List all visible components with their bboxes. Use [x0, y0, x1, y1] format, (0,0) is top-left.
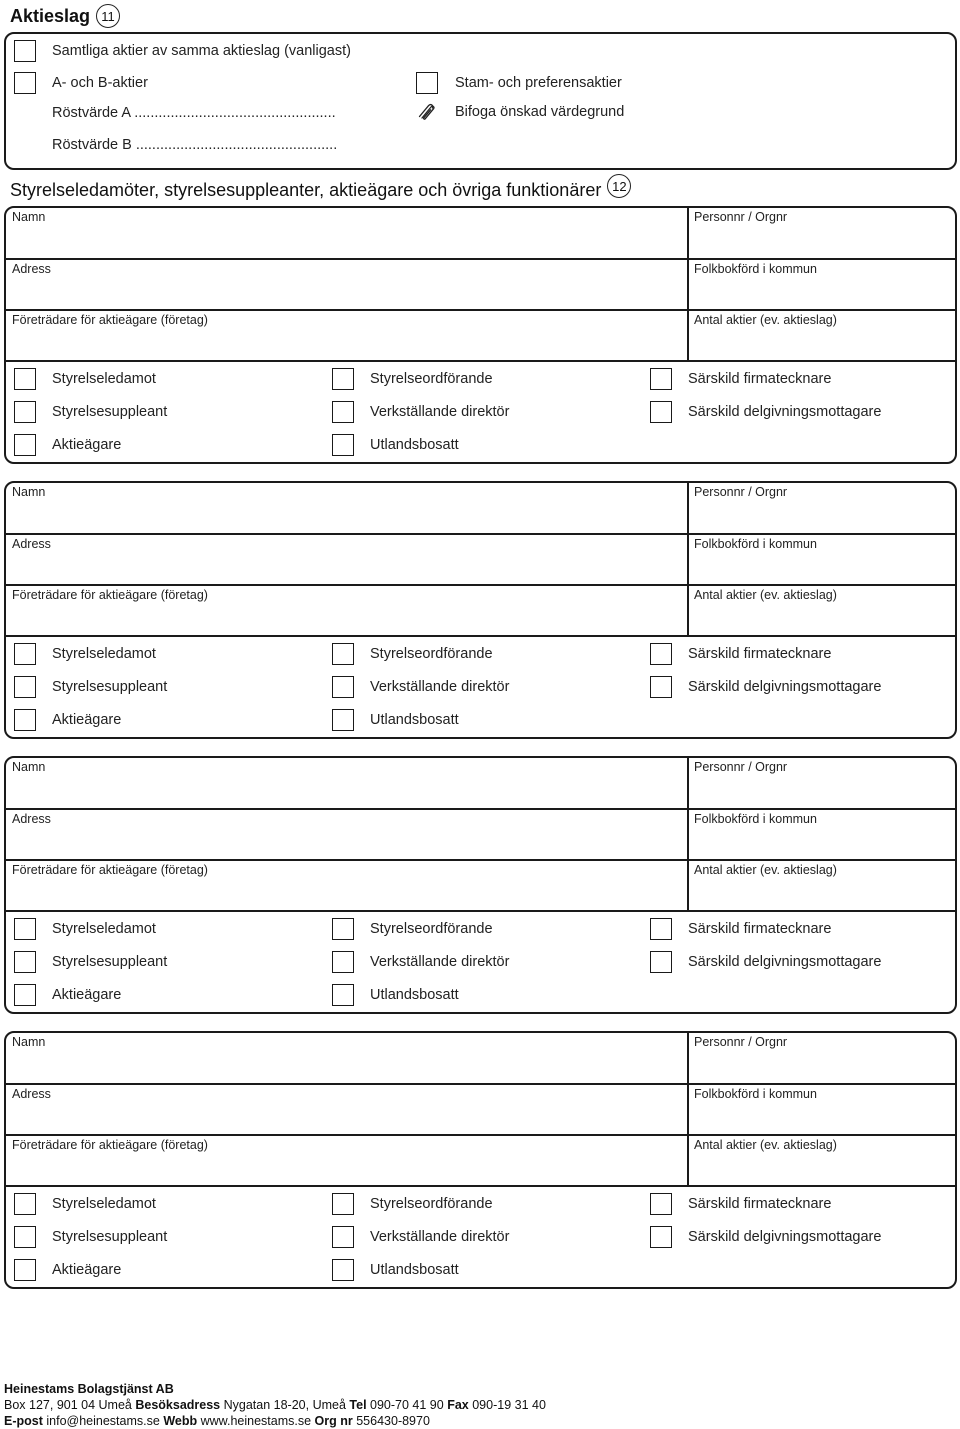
role-styrelsesuppleant[interactable]	[14, 1226, 167, 1248]
folkbokford-label: Folkbokförd i kommun	[694, 262, 817, 276]
antal-aktier-label: Antal aktier (ev. aktieslag)	[694, 313, 837, 327]
role-label: Styrelsesuppleant	[52, 1229, 168, 1245]
namn-label: Namn	[12, 485, 46, 499]
footer-webb-link[interactable]: www.heinestams.se	[200, 1414, 312, 1428]
footer-besok: Nygatan 18-20, Umeå	[223, 1398, 346, 1412]
role-label: Styrelsesuppleant	[52, 954, 168, 970]
foretradare-label: Företrädare för aktieägare (företag)	[12, 863, 208, 877]
role-styrelsesuppleant[interactable]	[14, 401, 167, 423]
row-namn	[6, 483, 955, 535]
folkbokford-label: Folkbokförd i kommun	[694, 812, 817, 826]
aktieslag-title: Aktieslag	[10, 5, 91, 26]
personnr-label: Personnr / Orgnr	[694, 210, 788, 224]
role-label: Aktieägare	[52, 987, 122, 1003]
role-label: Aktieägare	[52, 437, 122, 453]
role-sarskild-delgivning[interactable]	[650, 401, 881, 423]
role-utlandsbosatt[interactable]	[332, 709, 459, 731]
role-label: Aktieägare	[52, 1262, 122, 1278]
checkbox-sarskild-delgivning[interactable]	[650, 951, 672, 973]
checkbox-vd[interactable]	[332, 1226, 354, 1248]
footer-orgnr-label: Org nr	[314, 1414, 353, 1428]
checkbox-vd[interactable]	[332, 951, 354, 973]
person-block	[4, 1031, 957, 1289]
checkbox-styrelsesuppleant[interactable]	[14, 951, 36, 973]
role-styrelseledamot[interactable]	[14, 1193, 156, 1215]
role-label: Styrelsesuppleant	[52, 404, 168, 420]
checkbox-styrelseordforande[interactable]	[332, 1193, 354, 1215]
role-sarskild-delgivning[interactable]	[650, 1226, 881, 1248]
antal-aktier-label: Antal aktier (ev. aktieslag)	[694, 863, 837, 877]
checkbox-sarskild-delgivning[interactable]	[650, 401, 672, 423]
checkbox-aktieagare[interactable]	[14, 984, 36, 1006]
row-adress	[6, 810, 955, 861]
role-label: Styrelseledamot	[52, 646, 156, 662]
checkbox-styrelseordforande[interactable]	[332, 368, 354, 390]
option-a-och-b[interactable]	[14, 72, 148, 94]
role-label: Styrelseordförande	[370, 646, 493, 662]
row-namn	[6, 758, 955, 810]
role-sarskild-firmatecknare[interactable]	[650, 368, 831, 390]
role-label: Utlandsbosatt	[370, 437, 459, 453]
footer-line-address	[4, 1397, 546, 1413]
option-samtliga-label: Samtliga aktier av samma aktieslag (vanligast)	[52, 43, 351, 59]
bifoga-label: Bifoga önskad värdegrund	[455, 104, 625, 120]
role-styrelseordforande[interactable]	[332, 368, 493, 390]
namn-label: Namn	[12, 1035, 46, 1049]
footer	[4, 1381, 546, 1429]
option-stam-preferens[interactable]	[416, 72, 622, 94]
checkbox-samtliga[interactable]	[14, 40, 36, 62]
footer-orgnr: 556430-8970	[356, 1414, 430, 1428]
adress-label: Adress	[12, 262, 51, 276]
foretradare-label: Företrädare för aktieägare (företag)	[12, 1138, 208, 1152]
role-aktieagare[interactable]	[14, 984, 121, 1006]
footer-box: Box 127, 901 04 Umeå	[4, 1398, 132, 1412]
role-label: Utlandsbosatt	[370, 712, 459, 728]
checkbox-sarskild-delgivning[interactable]	[650, 676, 672, 698]
checkbox-styrelseordforande[interactable]	[332, 643, 354, 665]
aktieslag-heading	[10, 4, 120, 28]
role-label: Styrelseordförande	[370, 371, 493, 387]
checkbox-styrelseledamot[interactable]	[14, 643, 36, 665]
row-namn	[6, 1033, 955, 1085]
checkbox-utlandsbosatt[interactable]	[332, 434, 354, 456]
person-block	[4, 481, 957, 739]
footer-webb-label: Webb	[163, 1414, 198, 1428]
footer-fax-label: Fax	[447, 1398, 469, 1412]
row-foretradare	[6, 311, 955, 362]
section-number-badge: 11	[96, 4, 120, 28]
footer-tel: 090-70 41 90	[370, 1398, 444, 1412]
option-samtliga[interactable]	[14, 40, 351, 62]
checkbox-vd[interactable]	[332, 401, 354, 423]
footer-tel-label: Tel	[349, 1398, 367, 1412]
option-a-och-b-label: A- och B-aktier	[52, 75, 148, 91]
role-label: Särskild delgivningsmottagare	[688, 679, 882, 695]
checkbox-stam-preferens[interactable]	[416, 72, 438, 94]
role-label: Särskild firmatecknare	[688, 1196, 832, 1212]
namn-label: Namn	[12, 760, 46, 774]
row-adress	[6, 260, 955, 311]
role-vd[interactable]	[332, 1226, 509, 1248]
adress-label: Adress	[12, 1087, 51, 1101]
antal-aktier-label: Antal aktier (ev. aktieslag)	[694, 1138, 837, 1152]
role-label: Utlandsbosatt	[370, 1262, 459, 1278]
footer-epost-link[interactable]: info@heinestams.se	[46, 1414, 160, 1428]
aktieslag-panel	[4, 32, 957, 170]
row-foretradare	[6, 586, 955, 637]
role-styrelseordforande[interactable]	[332, 1193, 493, 1215]
role-styrelseledamot[interactable]	[14, 918, 156, 940]
role-styrelseledamot[interactable]	[14, 643, 156, 665]
row-namn	[6, 208, 955, 260]
role-label: Särskild delgivningsmottagare	[688, 1229, 882, 1245]
role-label: Styrelseordförande	[370, 1196, 493, 1212]
role-label: Verkställande direktör	[370, 404, 510, 420]
row-foretradare	[6, 1136, 955, 1187]
role-vd[interactable]	[332, 401, 509, 423]
checkbox-styrelseledamot[interactable]	[14, 368, 36, 390]
checkbox-a-och-b[interactable]	[14, 72, 36, 94]
checkbox-utlandsbosatt[interactable]	[332, 709, 354, 731]
person-block	[4, 756, 957, 1014]
role-sarskild-delgivning[interactable]	[650, 951, 881, 973]
checkbox-sarskild-firmatecknare[interactable]	[650, 918, 672, 940]
checkbox-aktieagare[interactable]	[14, 434, 36, 456]
role-label: Styrelseordförande	[370, 921, 493, 937]
checkbox-utlandsbosatt[interactable]	[332, 1259, 354, 1281]
antal-aktier-label: Antal aktier (ev. aktieslag)	[694, 588, 837, 602]
checkbox-sarskild-firmatecknare[interactable]	[650, 643, 672, 665]
option-stam-preferens-label: Stam- och preferensaktier	[455, 75, 622, 91]
role-styrelsesuppleant[interactable]	[14, 951, 167, 973]
footer-line-contact	[4, 1413, 546, 1429]
checkbox-aktieagare[interactable]	[14, 709, 36, 731]
role-label: Styrelsesuppleant	[52, 679, 168, 695]
checkbox-styrelsesuppleant[interactable]	[14, 401, 36, 423]
role-vd[interactable]	[332, 951, 509, 973]
footer-besok-label: Besöksadress	[135, 1398, 221, 1412]
bifoga-note	[416, 101, 624, 123]
adress-label: Adress	[12, 812, 51, 826]
role-vd[interactable]	[332, 676, 509, 698]
row-foretradare	[6, 861, 955, 912]
checkbox-styrelseordforande[interactable]	[332, 918, 354, 940]
role-label: Särskild firmatecknare	[688, 921, 832, 937]
folkbokford-label: Folkbokförd i kommun	[694, 1087, 817, 1101]
role-label: Särskild firmatecknare	[688, 646, 832, 662]
role-label: Styrelseledamot	[52, 921, 156, 937]
checkbox-utlandsbosatt[interactable]	[332, 984, 354, 1006]
role-styrelseordforande[interactable]	[332, 918, 493, 940]
foretradare-label: Företrädare för aktieägare (företag)	[12, 588, 208, 602]
footer-epost-label: E-post	[4, 1414, 43, 1428]
adress-label: Adress	[12, 537, 51, 551]
checkbox-sarskild-firmatecknare[interactable]	[650, 368, 672, 390]
personnr-label: Personnr / Orgnr	[694, 485, 788, 499]
foretradare-label: Företrädare för aktieägare (företag)	[12, 313, 208, 327]
role-aktieagare[interactable]	[14, 434, 121, 456]
role-sarskild-firmatecknare[interactable]	[650, 918, 831, 940]
checkbox-aktieagare[interactable]	[14, 1259, 36, 1281]
role-styrelseordforande[interactable]	[332, 643, 493, 665]
footer-company: Heinestams Bolagstjänst AB	[4, 1382, 174, 1396]
role-label: Styrelseledamot	[52, 1196, 156, 1212]
person-block	[4, 206, 957, 464]
role-styrelsesuppleant[interactable]	[14, 676, 167, 698]
role-label: Aktieägare	[52, 712, 122, 728]
role-label: Utlandsbosatt	[370, 987, 459, 1003]
role-utlandsbosatt[interactable]	[332, 984, 459, 1006]
personnr-label: Personnr / Orgnr	[694, 1035, 788, 1049]
role-label: Verkställande direktör	[370, 1229, 510, 1245]
role-label: Särskild delgivningsmottagare	[688, 404, 882, 420]
role-label: Verkställande direktör	[370, 679, 510, 695]
folkbokford-label: Folkbokförd i kommun	[694, 537, 817, 551]
funktionarer-heading	[10, 178, 631, 202]
role-aktieagare[interactable]	[14, 1259, 121, 1281]
role-label: Särskild delgivningsmottagare	[688, 954, 882, 970]
role-aktieagare[interactable]	[14, 709, 121, 731]
checkbox-sarskild-firmatecknare[interactable]	[650, 1193, 672, 1215]
role-label: Verkställande direktör	[370, 954, 510, 970]
funktionarer-title: Styrelseledamöter, styrelsesuppleanter, aktieägare och övriga funktionärer	[10, 179, 602, 200]
namn-label: Namn	[12, 210, 46, 224]
row-adress	[6, 535, 955, 586]
role-label: Styrelseledamot	[52, 371, 156, 387]
footer-fax: 090-19 31 40	[472, 1398, 546, 1412]
role-utlandsbosatt[interactable]	[332, 1259, 459, 1281]
role-sarskild-firmatecknare[interactable]	[650, 643, 831, 665]
row-adress	[6, 1085, 955, 1136]
checkbox-sarskild-delgivning[interactable]	[650, 1226, 672, 1248]
paperclip-icon	[416, 101, 438, 123]
role-sarskild-delgivning[interactable]	[650, 676, 881, 698]
role-sarskild-firmatecknare[interactable]	[650, 1193, 831, 1215]
role-utlandsbosatt[interactable]	[332, 434, 459, 456]
role-label: Särskild firmatecknare	[688, 371, 832, 387]
rostvarde-a-field[interactable]: Röstvärde A ..................................................	[52, 105, 336, 121]
checkbox-vd[interactable]	[332, 676, 354, 698]
section-number-badge: 12	[607, 174, 631, 198]
role-styrelseledamot[interactable]	[14, 368, 156, 390]
rostvarde-b-field[interactable]: Röstvärde B ..................................................	[52, 137, 338, 153]
checkbox-styrelseledamot[interactable]	[14, 1193, 36, 1215]
checkbox-styrelseledamot[interactable]	[14, 918, 36, 940]
checkbox-styrelsesuppleant[interactable]	[14, 1226, 36, 1248]
checkbox-styrelsesuppleant[interactable]	[14, 676, 36, 698]
personnr-label: Personnr / Orgnr	[694, 760, 788, 774]
